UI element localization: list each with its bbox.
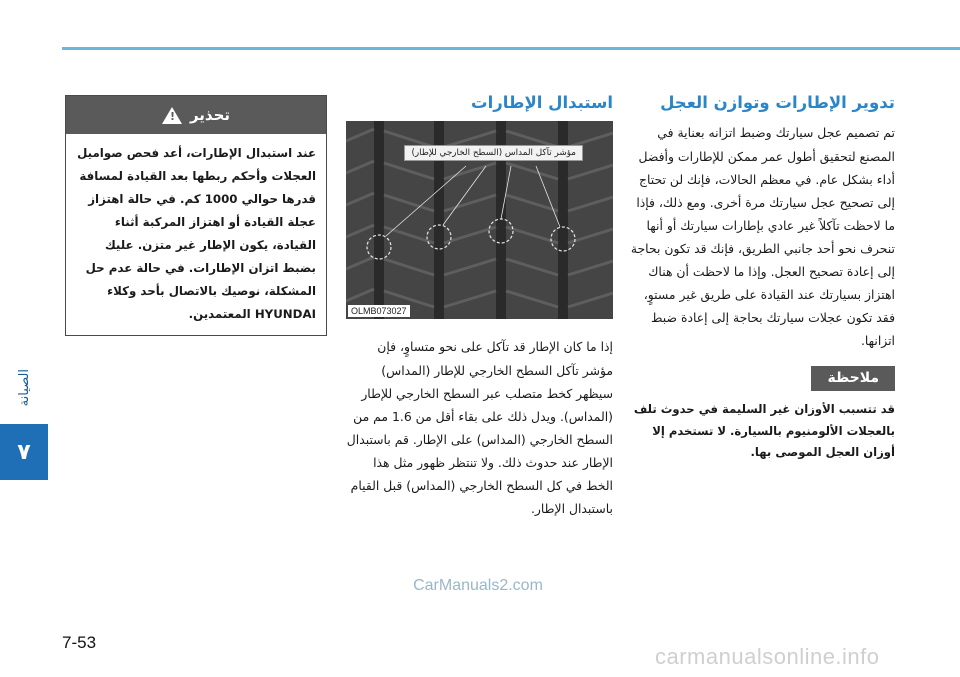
watermark: CarManuals2.com	[413, 577, 543, 594]
section-body: إذا ما كان الإطار قد تآكل على نحو متساوٍ، فإن مؤشر تآكل السطح الخارجي للإطار (المداس) سيظهر كخط متصلب عبر السطح الخارجي للإطار (المداس). ويدل ذلك على بقاء أقل من 1.6 مم من السطح الخارجي (المداس) على الإطار. قم باستبدال الإطار عند حدوث ذلك. ولا تنتظر ظهور مثل هذا الخط في كل السطح الخارجي (المداس) قبل القيام باستبدال الإطار.	[346, 339, 613, 516]
section-tire-replacement	[346, 92, 613, 520]
page-number: 7-53	[62, 633, 97, 652]
warning-header	[66, 96, 326, 134]
chapter-sidebar	[0, 0, 48, 677]
warning-label: تحذير	[189, 106, 231, 124]
section-tire-rotation	[625, 92, 895, 463]
warning-body: عند استبدال الإطارات، أعد فحص صواميل العجلات وأحكم ربطها بعد القيادة لمسافة قدرها حوالي 1000 كم. في حالة اهتزاز عجلة القيادة أو اهتزاز المركبة أثناء القيادة، يكون الإطار غير متزن. عليك بضبط اتزان الإطارات. في حالة عدم حل المشكلة، نوصيك بالاتصال بأحد وكلاء HYUNDAI المعتمدين.	[77, 146, 316, 321]
warning-icon: !	[162, 107, 182, 124]
photo-code: OLMB073027	[348, 305, 410, 317]
chapter-number-tab[interactable]: ٧	[0, 424, 48, 480]
caution-badge: ملاحظة	[811, 366, 895, 391]
chapter-label: الصيانة	[16, 369, 32, 407]
tread-wear-indicator-callout: مؤشر تآكل المداس (السطح الخارجي للإطار)	[404, 145, 583, 161]
header-rule	[62, 47, 960, 50]
section-title: تدوير الإطارات وتوازن العجل	[660, 93, 895, 112]
section-body: تم تصميم عجل سيارتك وضبط اتزانه بعناية في المصنع لتحقيق أطول عمر ممكن للإطارات وأفضل أداء بشكل عام. في معظم الحالات، فإنك لن تحتاج إلى تصحيح عجل سيارتك مرة أخرى. ومع ذلك، فإذا ما لاحظت تآكلاً غير عادي بإطارات سيارتك أو أنها تنحرف نحو أحد جانبي الطريق، فإنك قد تكون بحاجة إلى إعادة تصحيح العجل. وإذا ما لاحظت أن هناك اهتزاز بسيارتك عند القيادة على طريق غير مستوٍ، فقد تكون عجلات سيارتك بحاجة إلى إعادة ضبط اتزانها.	[630, 125, 895, 348]
site-watermark: carmanualsonline.info	[655, 644, 880, 669]
section-title: استبدال الإطارات	[470, 93, 613, 112]
tire-tread-photo	[346, 121, 613, 319]
caution-text: قد تتسبب الأوزان غير السليمة في حدوث تلف بالعجلات الألومنيوم بالسيارة. لا تستخدم إلا أوزان العجل الموصى بها.	[633, 402, 895, 459]
warning-box	[65, 95, 327, 336]
caution-note	[625, 366, 895, 391]
